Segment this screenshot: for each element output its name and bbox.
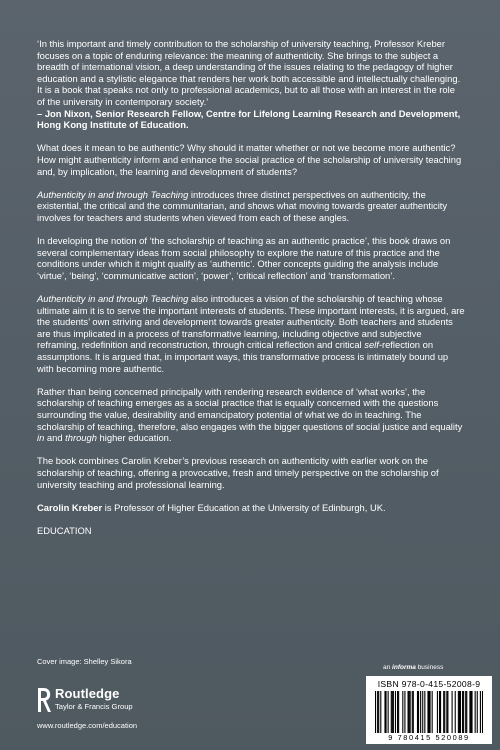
author-bio: Carolin Kreber is Professor of Higher Education at the University of Edinburgh, UK. [37, 501, 386, 513]
publisher-name: Routledge [55, 686, 120, 701]
publisher-group: Taylor & Francis Group [55, 702, 133, 711]
quote-attribution: – Jon Nixon, Senior Research Fellow, Centre for Lifelong Learning Research and Development, Hong Kong Institute of Education. [37, 107, 461, 131]
paragraph-summary: The book combines Carolin Kreber’s previous research on authenticity with earlier work on the scholarship of teaching, offering a provocative, fresh and timely perspective on the scholarship of university teaching and professional learning. [37, 455, 439, 490]
publisher-website: www.routledge.com/education [37, 721, 138, 730]
quote-text: ‘In this important and timely contribution to the scholarship of university teaching, Professor Kreber focuses on a topic of enduring relevance: the meaning of authenticity. She brings to the subject a breadth of international vision, a deep understanding of the issues relating to the pedagogy of higher education and a stylistic elegance that renders her work both accessible and intellectually challenging. It is a book that speaks not only to professional academics, but to all those with an interest in the role of the university in contemporary society.’ [37, 38, 461, 107]
isbn-label: ISBN 978-0-415-52008-9 [377, 679, 481, 689]
book-title: Authenticity in and through Teaching [37, 293, 189, 305]
barcode-digits: 9 780415 520089 [388, 733, 470, 742]
blurb-text [37, 38, 465, 548]
subject-category: EDUCATION [37, 524, 92, 536]
informa-business: an informa business [383, 664, 444, 671]
endorsement-quote [37, 38, 465, 131]
paragraph-vision: Authenticity in and through Teaching also introduces a vision of the scholarship of teaching whose ultimate aim it is to serve the important interests of students. These important interests, it is argued, are the students’ own striving and development towards greater authenticity. Both teachers and students are thus implicated in a process of transformative learning, including objective and subjective reframing, redefinition and reconstruction, through critical reflection and critical self-reflection on assumptions. It is argued that, in important ways, this transformative process is intimately bound up with becoming more authentic. [37, 293, 465, 374]
paragraph-social-practice: Rather than being concerned principally with rendering research evidence of ‘what works’, the scholarship of teaching emerges as a social practice that is equally concerned with the questions surrounding the value, desirability and emancipatory potential of what we do in teaching. The scholarship of teaching, therefore, also engages with the bigger questions of social justice and equality in and through higher education. [37, 385, 463, 444]
author-name: Carolin Kreber [37, 501, 103, 513]
book-title: Authenticity in and through Teaching [37, 188, 189, 200]
paragraph-questions: What does it mean to be authentic? Why should it matter whether or not we become more authentic? How might authenticity inform and enhance the social practice of the scholarship of university teaching and, by implication, the learning and development of students? [37, 142, 462, 177]
paragraph-notion: In developing the notion of ‘the scholarship of teaching as an authentic practice’, this book draws on several complementary ideas from social philosophy to explore the nature of this practice and the conditions under which it might qualify as ‘authentic’. Other concepts guiding the analysis include ‘virtue’, ‘being’, ‘communicative action’, ‘power’, ‘critical reflection’ and ‘transformation’. [37, 235, 451, 281]
paragraph-perspectives: Authenticity in and through Teaching introduces three distinct perspectives on authenticity, the existential, the critical and the communitarian, and shows what moving towards greater authenticity involves for teachers and students when viewed from each of these angles. [37, 188, 448, 223]
cover-image-credit: Cover image: Shelley Sikora [37, 657, 132, 666]
